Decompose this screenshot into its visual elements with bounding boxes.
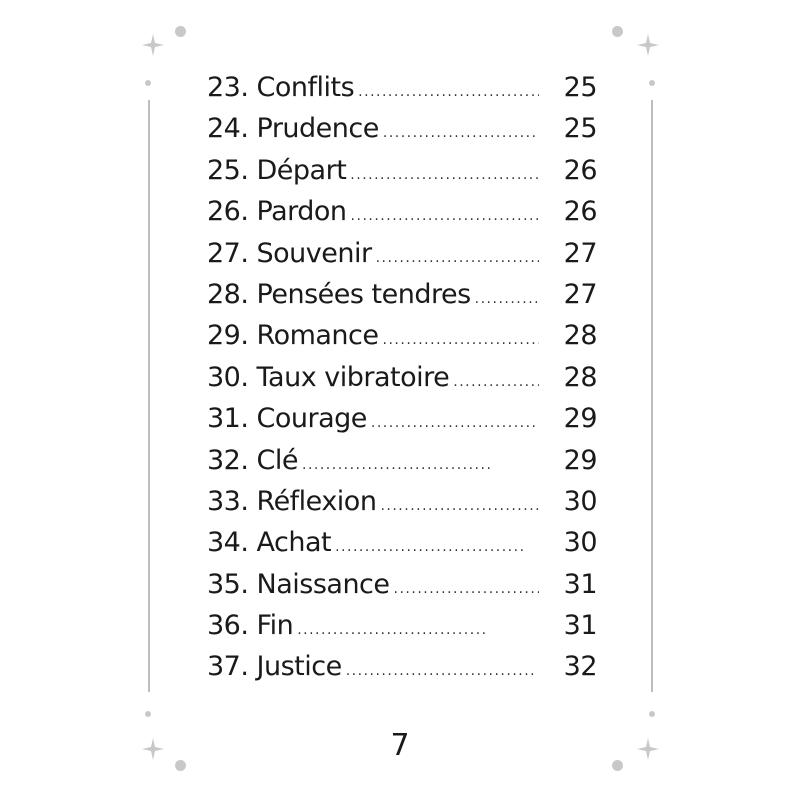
dot-leader — [453, 374, 539, 390]
toc-entry-title: 33. Réflexion — [207, 485, 377, 517]
ornament-dot — [649, 711, 655, 717]
dot-leader — [380, 498, 539, 514]
toc-entry — [207, 651, 597, 692]
toc-entry — [207, 320, 597, 361]
toc-entry-page: 27 — [563, 278, 597, 310]
dot-leader — [383, 125, 539, 141]
ornament-dot — [145, 80, 151, 86]
toc-entry-page: 31 — [563, 568, 597, 600]
toc-entry-title: 29. Romance — [207, 320, 379, 352]
toc-entry-title: 35. Naissance — [207, 568, 390, 600]
dot-leader — [350, 167, 539, 183]
toc-entry-title: 34. Achat — [207, 527, 332, 559]
dot-leader — [297, 622, 487, 638]
toc-entry — [207, 569, 597, 610]
dot-leader — [475, 291, 539, 307]
table-of-contents — [207, 72, 597, 693]
toc-entry-page: 27 — [563, 237, 597, 269]
ornament-dot — [175, 26, 186, 37]
toc-entry-title: 28. Pensées tendres — [207, 278, 471, 310]
toc-entry — [207, 445, 597, 486]
dot-leader — [302, 457, 492, 473]
toc-entry — [207, 279, 597, 320]
toc-entry — [207, 403, 597, 444]
toc-entry-page: 30 — [563, 485, 597, 517]
toc-entry-page: 28 — [563, 361, 597, 393]
dot-leader — [358, 84, 539, 100]
toc-entry — [207, 72, 597, 113]
dot-leader — [394, 581, 539, 597]
toc-entry — [207, 362, 597, 403]
toc-entry — [207, 113, 597, 154]
ornament-dot — [612, 26, 623, 37]
frame-line-right — [651, 100, 653, 692]
dot-leader — [383, 332, 539, 348]
toc-entry-title: 24. Prudence — [207, 113, 379, 145]
toc-entry-page: 31 — [563, 610, 597, 642]
toc-entry-title: 36. Fin — [207, 610, 294, 642]
ornament-dot — [145, 711, 151, 717]
toc-entry-page: 29 — [563, 444, 597, 476]
toc-entry-page: 25 — [563, 72, 597, 103]
dot-leader — [351, 208, 539, 224]
dot-leader — [346, 663, 536, 679]
toc-entry-title: 27. Souvenir — [207, 237, 372, 269]
toc-entry-title: 37. Justice — [207, 651, 342, 683]
toc-entry — [207, 196, 597, 237]
dot-leader — [376, 250, 539, 266]
toc-entry-page: 26 — [563, 196, 597, 228]
toc-entry-title: 32. Clé — [207, 444, 298, 476]
dot-leader — [371, 415, 539, 431]
toc-entry-page: 32 — [563, 651, 597, 683]
toc-entry-title: 31. Courage — [207, 403, 367, 435]
toc-entry — [207, 486, 597, 527]
toc-entry-page: 30 — [563, 527, 597, 559]
sparkle-icon — [142, 34, 164, 56]
toc-entry-title: 26. Pardon — [207, 196, 347, 228]
toc-entry — [207, 610, 597, 651]
page-number: 7 — [390, 728, 410, 763]
toc-entry — [207, 238, 597, 279]
toc-entry-page: 26 — [563, 154, 597, 186]
ornament-dot — [649, 80, 655, 86]
toc-entry-title: 23. Conflits — [207, 72, 355, 103]
toc-entry-title: 30. Taux vibratoire — [207, 361, 450, 393]
toc-entry-page: 25 — [563, 113, 597, 145]
dot-leader — [335, 539, 525, 555]
sparkle-icon — [637, 34, 659, 56]
frame-line-left — [148, 100, 150, 692]
toc-entry — [207, 155, 597, 196]
toc-entry-page: 28 — [563, 320, 597, 352]
toc-entry-title: 25. Départ — [207, 154, 347, 186]
toc-entry-page: 29 — [563, 403, 597, 435]
toc-entry — [207, 527, 597, 568]
